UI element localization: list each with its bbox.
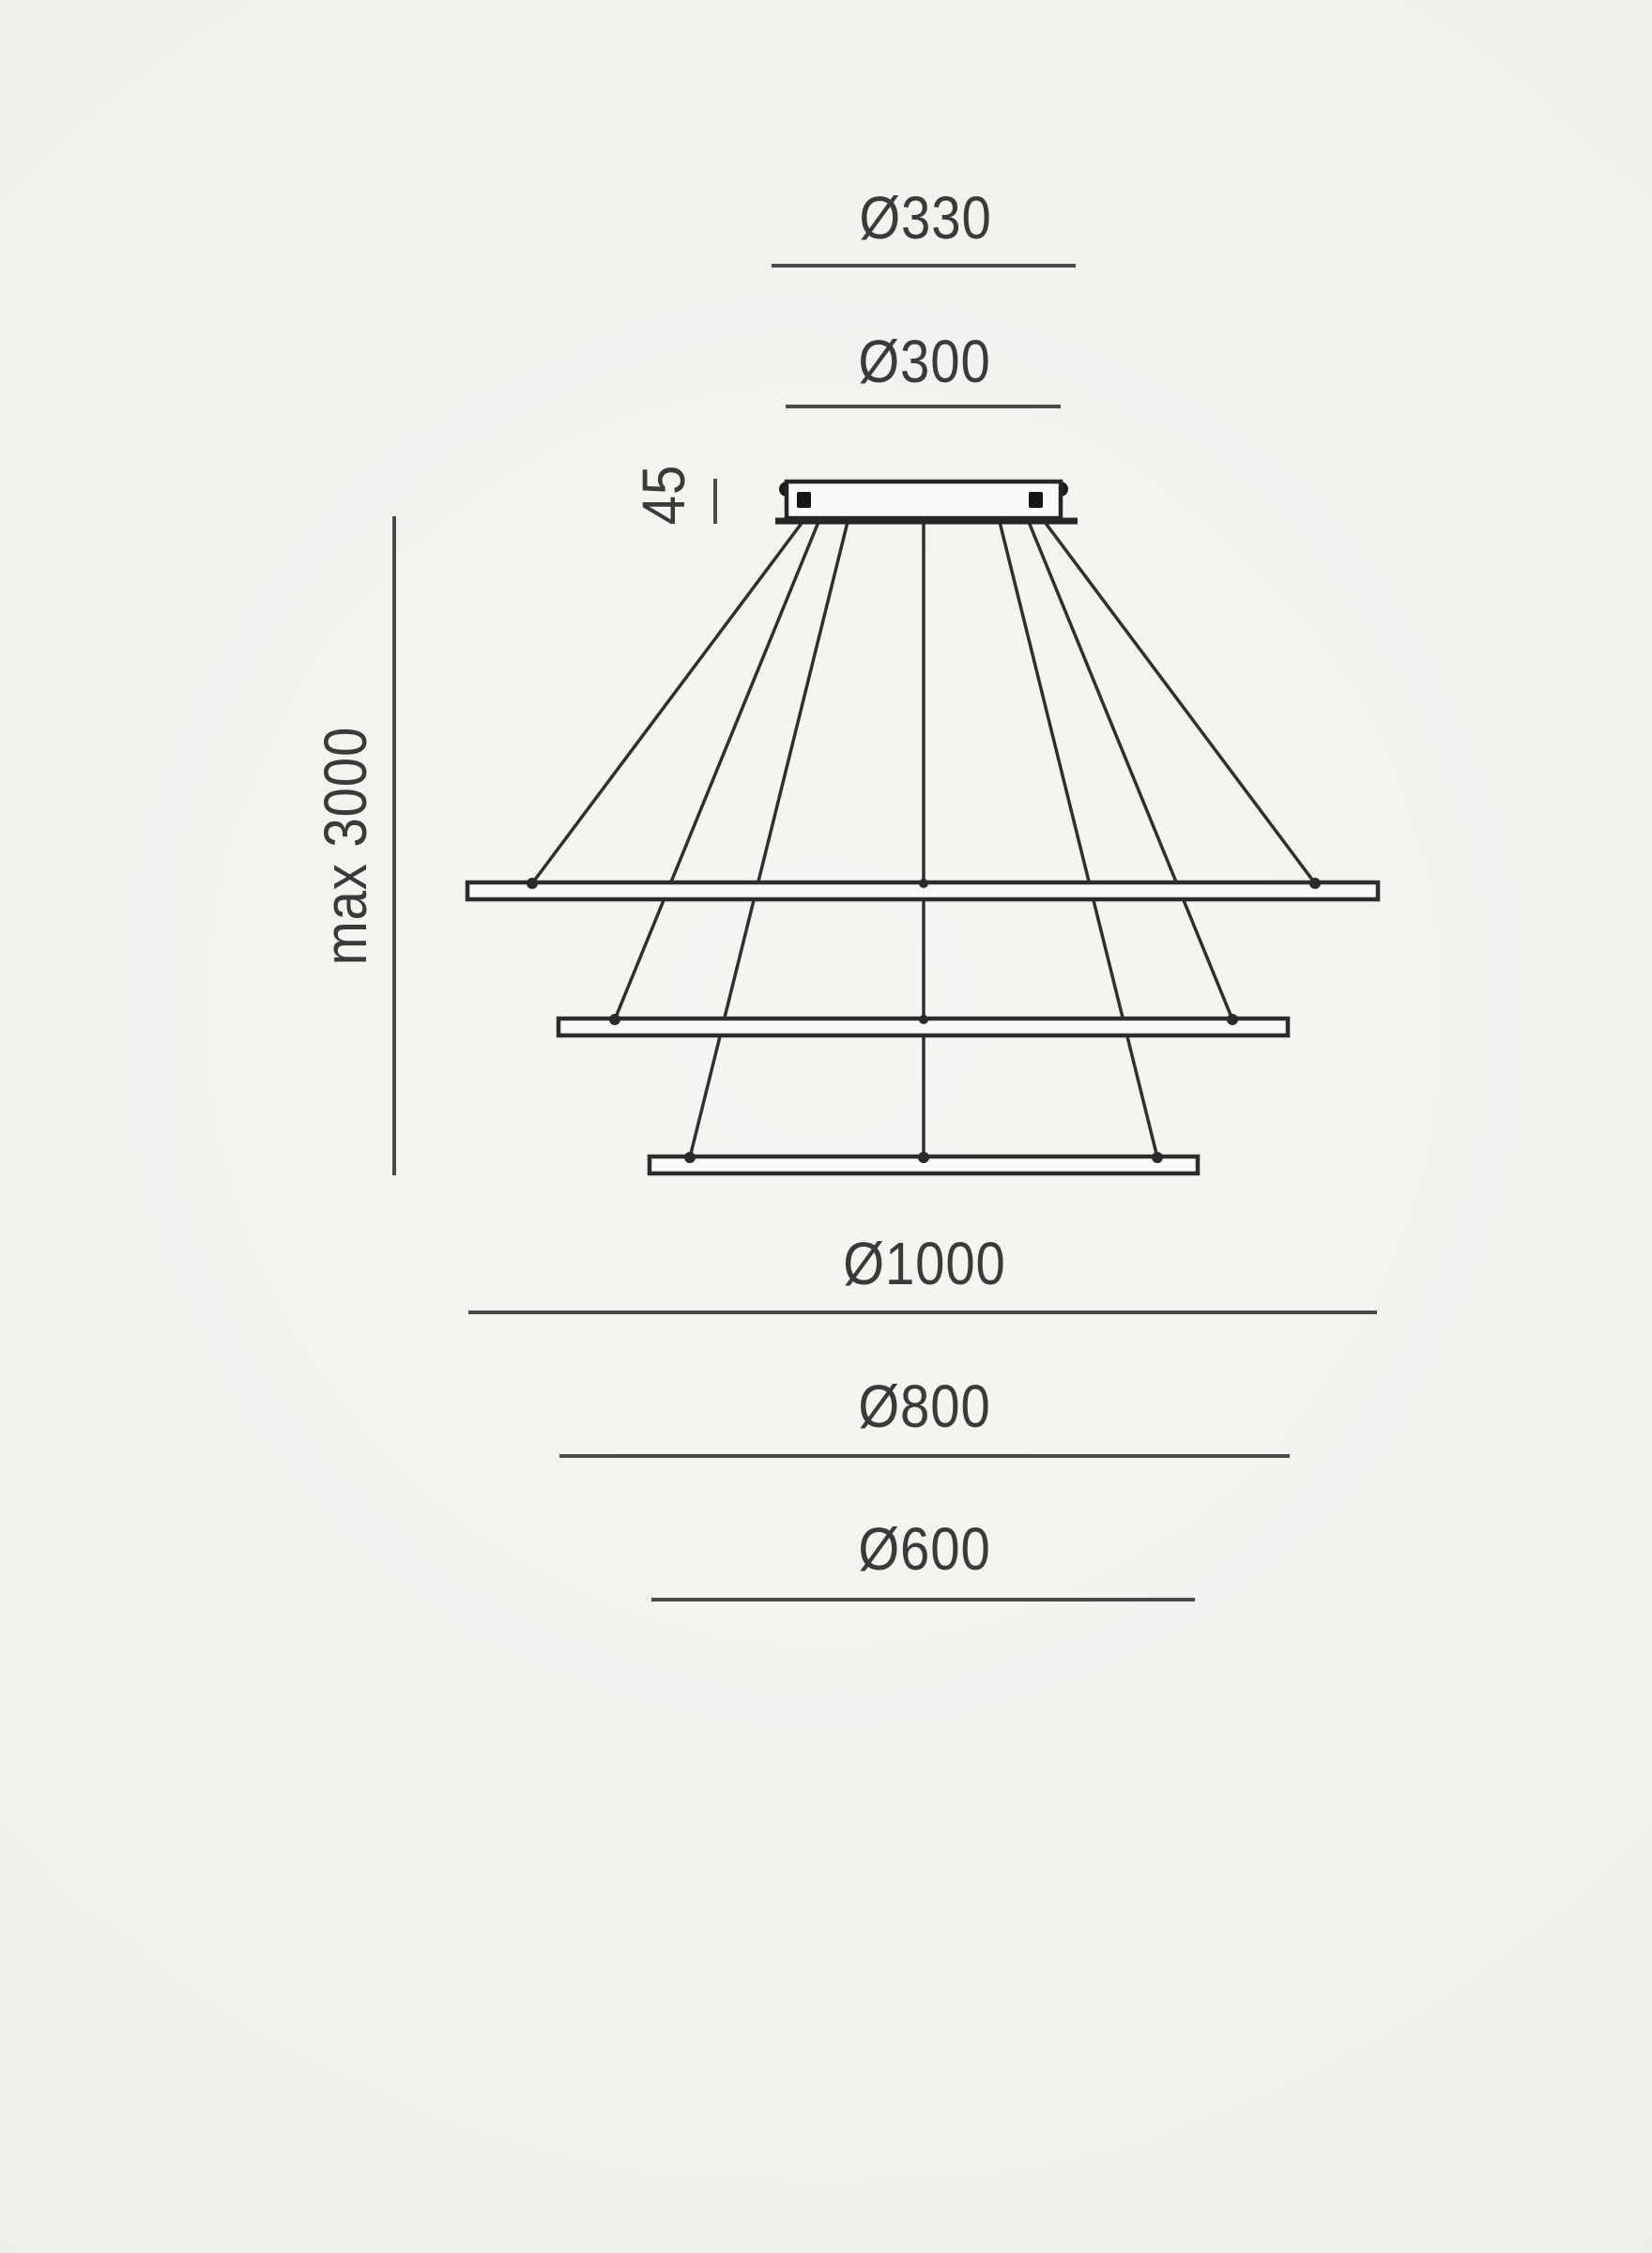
attachment-dot-icon	[684, 1152, 696, 1163]
canopy-body	[787, 482, 1061, 518]
dimension-label-canopy-body: Ø300	[858, 328, 991, 395]
attachment-dot-icon	[1152, 1152, 1163, 1163]
cable-inner-right-icon	[1000, 522, 1157, 1157]
dimension-label-ring-small: Ø600	[858, 1515, 991, 1583]
dimension-label-ring-large: Ø1000	[843, 1230, 1006, 1297]
attachment-dot-icon	[609, 1014, 620, 1025]
cable-mid-left-icon	[615, 522, 818, 1019]
dimension-label-ring-medium: Ø800	[858, 1372, 991, 1440]
cable-mid-right-icon	[1029, 522, 1232, 1019]
canopy-screw-left-icon	[797, 492, 811, 508]
cable-inner-left-icon	[690, 522, 848, 1157]
attachment-dot-icon	[1227, 1014, 1238, 1025]
dimension-label-max-drop: max 3000	[312, 726, 379, 966]
canopy-screw-right-icon	[1029, 492, 1043, 508]
dimension-label-canopy-plate: Ø330	[859, 184, 992, 252]
attachment-dot-icon	[919, 879, 928, 888]
attachment-dot-icon	[919, 1015, 928, 1024]
dimension-label-canopy-height: 45	[630, 464, 697, 526]
attachment-dot-icon	[527, 878, 538, 889]
cable-outer-left-icon	[532, 522, 803, 883]
attachment-dot-icon	[1309, 878, 1321, 889]
suspension-cables	[532, 522, 1315, 1157]
attachment-dot-icon	[918, 1152, 929, 1163]
cable-outer-right-icon	[1045, 522, 1315, 883]
ceiling-canopy	[775, 482, 1078, 521]
